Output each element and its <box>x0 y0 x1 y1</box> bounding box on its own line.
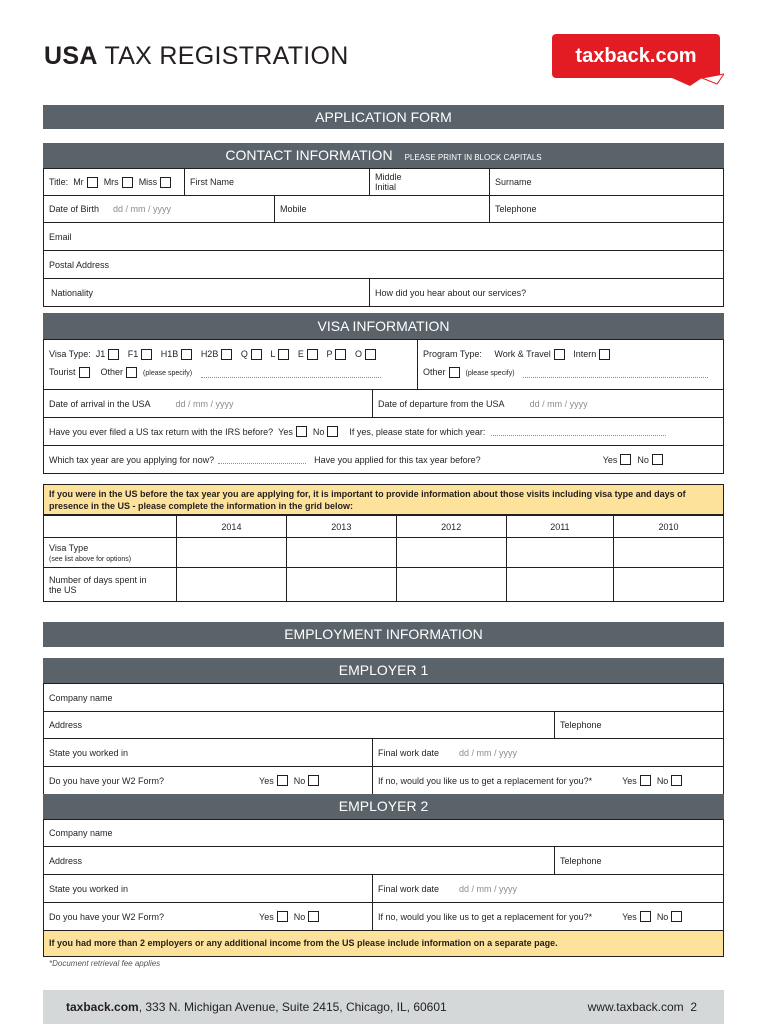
visa-other-checkbox[interactable] <box>126 367 137 378</box>
program-other-checkbox[interactable] <box>449 367 460 378</box>
h2b-checkbox[interactable] <box>221 349 232 360</box>
employer2-w2-yes-checkbox[interactable] <box>277 911 288 922</box>
work-travel-checkbox[interactable] <box>554 349 565 360</box>
applied-yes-checkbox[interactable] <box>620 454 631 465</box>
employer2-replacement-row: If no, would you like us to get a replacement for you?* Yes No <box>372 903 723 930</box>
employer2-replacement-yes-checkbox[interactable] <box>640 911 651 922</box>
year-header: 2012 <box>396 516 506 538</box>
grid-cell[interactable] <box>506 568 613 602</box>
employer1-w2-yes-checkbox[interactable] <box>277 775 288 786</box>
mr-checkbox[interactable] <box>87 177 98 188</box>
employment-section-header: EMPLOYMENT INFORMATION <box>43 622 724 647</box>
footnote: *Document retrieval fee applies <box>49 959 161 968</box>
title-field: Title: Mr Mrs Miss <box>44 169 184 195</box>
additional-employers-notice: If you had more than 2 employers or any additional income from the US please include information on a separate page. <box>43 930 724 957</box>
filed-yes-checkbox[interactable] <box>296 426 307 437</box>
employer2-company-field[interactable]: Company name <box>49 828 113 838</box>
miss-checkbox[interactable] <box>160 177 171 188</box>
year-header: 2013 <box>286 516 396 538</box>
p-checkbox[interactable] <box>335 349 346 360</box>
employer2-header: EMPLOYER 2 <box>43 794 724 819</box>
employer1-final-date-field[interactable]: Final work date dd / mm / yyyy <box>372 739 723 766</box>
visa-type-field: Visa Type: J1 F1 H1B H2B Q L E P O Tourist Other (please specify) <box>44 340 417 389</box>
grid-cell[interactable] <box>396 568 506 602</box>
departure-date-field[interactable]: Date of departure from the USA dd / mm / yyyy <box>372 390 723 417</box>
applying-year-input[interactable] <box>218 456 306 464</box>
year-header: 2011 <box>506 516 613 538</box>
hear-about-field[interactable]: How did you hear about our services? <box>369 279 723 306</box>
employer2-state-field[interactable]: State you worked in <box>49 883 129 894</box>
filed-before-row: Have you ever filed a US tax return with the IRS before? Yes No If yes, please state for which year: <box>44 418 723 445</box>
mobile-field[interactable]: Mobile <box>274 196 489 222</box>
h1b-checkbox[interactable] <box>181 349 192 360</box>
grid-cell[interactable] <box>506 538 613 568</box>
visa-section-header: VISA INFORMATION <box>43 313 724 339</box>
middle-initial-field[interactable]: Middle Initial <box>369 169 489 195</box>
days-row-label: Number of days spent in the US <box>44 568 177 602</box>
page-number: 2 <box>690 1000 697 1014</box>
taxback-logo <box>552 34 724 86</box>
employer1-state-field[interactable]: State you worked in <box>49 747 129 758</box>
grid-cell[interactable] <box>286 568 396 602</box>
e-checkbox[interactable] <box>307 349 318 360</box>
employer1-address-field[interactable]: Address <box>49 720 83 730</box>
first-name-field[interactable]: First Name <box>184 169 369 195</box>
footer-site: www.taxback.com 2 <box>587 1000 697 1014</box>
footer-address: taxback.com, 333 N. Michigan Avenue, Suite 2415, Chicago, IL, 60601 <box>66 1000 447 1014</box>
tourist-checkbox[interactable] <box>79 367 90 378</box>
f1-checkbox[interactable] <box>141 349 152 360</box>
employer2-replacement-no-checkbox[interactable] <box>671 911 682 922</box>
surname-field[interactable]: Surname <box>489 169 723 195</box>
mrs-checkbox[interactable] <box>122 177 133 188</box>
employer2-address-field[interactable]: Address <box>49 855 83 866</box>
employer2-w2-row: Do you have your W2 Form? Yes No <box>44 903 372 930</box>
employer1-replacement-row: If no, would you like us to get a replacement for you?* Yes No <box>372 767 723 794</box>
program-other-input[interactable] <box>523 370 708 378</box>
q-checkbox[interactable] <box>251 349 262 360</box>
employer1-header: EMPLOYER 1 <box>43 658 724 683</box>
l-checkbox[interactable] <box>278 349 289 360</box>
employer1-replacement-no-checkbox[interactable] <box>671 775 682 786</box>
contact-section-header: CONTACT INFORMATION PLEASE PRINT IN BLOCK CAPITALS <box>43 143 724 168</box>
grid-cell[interactable] <box>614 568 724 602</box>
year-header: 2010 <box>614 516 724 538</box>
visa-form <box>43 339 724 474</box>
footer <box>43 990 724 1024</box>
nationality-field[interactable]: Nationality <box>51 287 94 298</box>
employer2-form <box>43 819 724 931</box>
grid-cell[interactable] <box>614 538 724 568</box>
dob-field[interactable]: Date of Birth dd / mm / yyyy <box>49 204 172 214</box>
employer1-form <box>43 683 724 795</box>
visa-other-input[interactable] <box>201 370 381 378</box>
arrival-date-field[interactable]: Date of arrival in the USA dd / mm / yyyy <box>49 398 234 409</box>
postal-address-field[interactable]: Postal Address <box>49 259 110 270</box>
o-checkbox[interactable] <box>365 349 376 360</box>
employer2-w2-no-checkbox[interactable] <box>308 911 319 922</box>
grid-cell[interactable] <box>286 538 396 568</box>
contact-form <box>43 168 724 307</box>
employer1-telephone-field[interactable]: Telephone <box>554 712 723 738</box>
applying-year-row: Which tax year are you applying for now? Have you applied for this tax year before? Yes No <box>44 446 723 473</box>
visa-type-row-label: Visa Type (see list above for options) <box>44 538 177 568</box>
employer1-replacement-yes-checkbox[interactable] <box>640 775 651 786</box>
employer2-telephone-field[interactable]: Telephone <box>554 847 723 874</box>
telephone-field[interactable]: Telephone <box>489 196 723 222</box>
intern-checkbox[interactable] <box>599 349 610 360</box>
previous-visits-notice: If you were in the US before the tax year you are applying for, it is important to provide information about those visits including visa type and days of presence in the US - please complete the information in the grid below: <box>43 484 724 515</box>
applied-no-checkbox[interactable] <box>652 454 663 465</box>
which-year-input[interactable] <box>491 428 666 436</box>
j1-checkbox[interactable] <box>108 349 119 360</box>
year-header: 2014 <box>177 516 287 538</box>
filed-no-checkbox[interactable] <box>327 426 338 437</box>
employer1-w2-no-checkbox[interactable] <box>308 775 319 786</box>
application-form-bar: APPLICATION FORM <box>43 105 724 129</box>
grid-cell[interactable] <box>396 538 506 568</box>
email-field[interactable]: Email <box>49 231 72 242</box>
grid-cell[interactable] <box>177 568 287 602</box>
employer1-company-field[interactable]: Company name <box>49 692 113 703</box>
page-title: USA TAX REGISTRATION <box>44 42 349 70</box>
employer1-w2-row: Do you have your W2 Form? Yes No <box>44 767 372 794</box>
employer2-final-date-field[interactable]: Final work date dd / mm / yyyy <box>372 875 723 902</box>
previous-visits-table <box>43 515 724 602</box>
grid-cell[interactable] <box>177 538 287 568</box>
logo-text: taxback.com <box>575 45 697 67</box>
program-type-field: Program Type: Work & Travel Intern Other (please specify) <box>417 340 723 389</box>
